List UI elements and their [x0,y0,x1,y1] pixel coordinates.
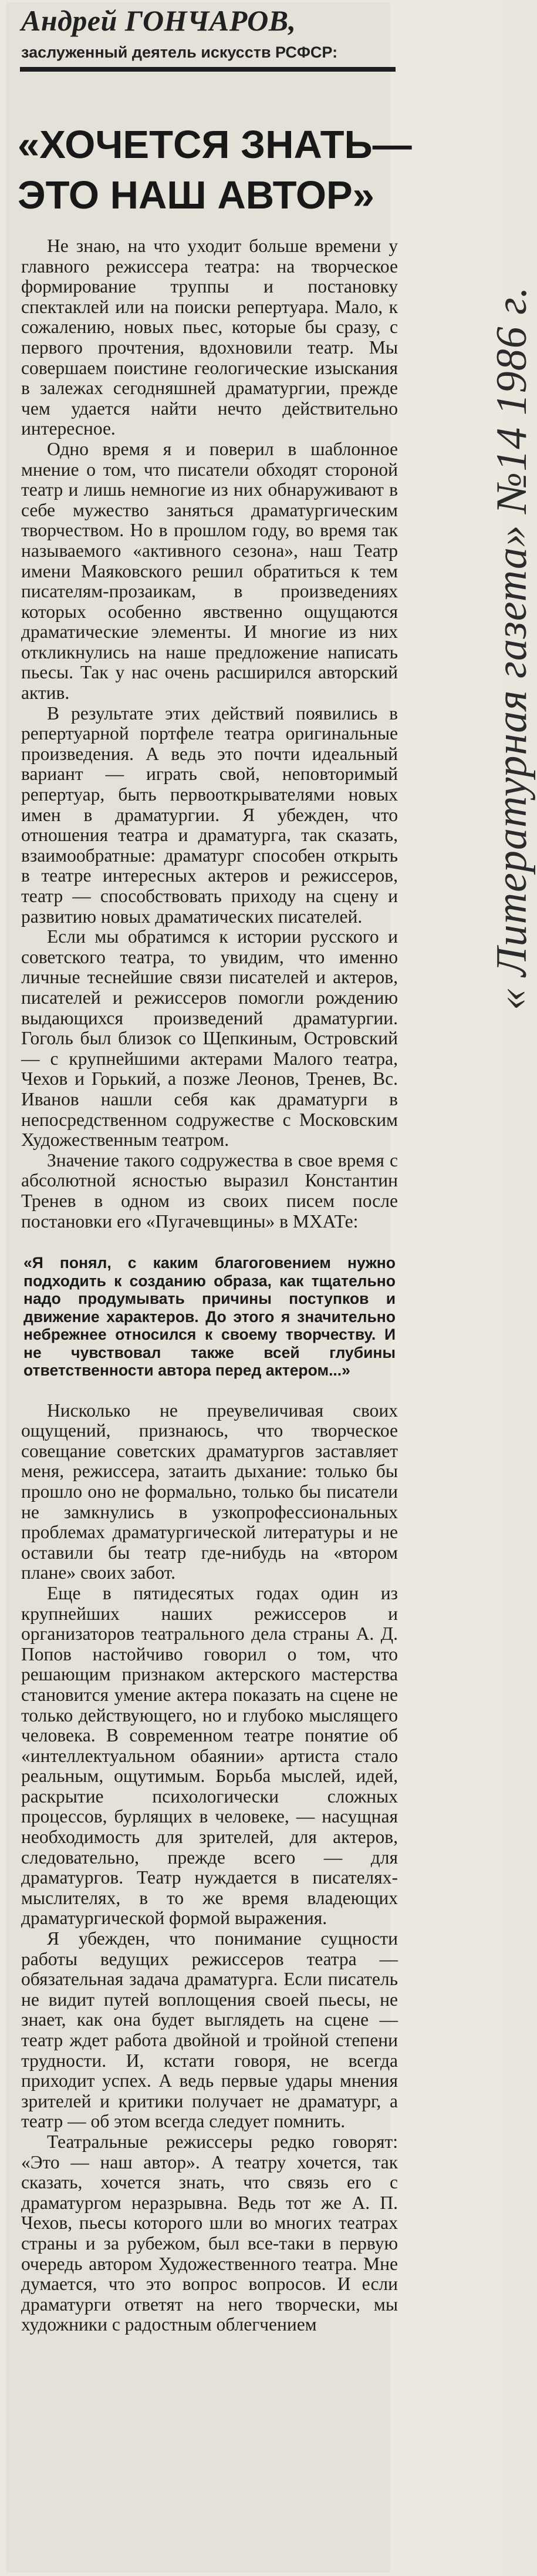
article-headline [18,120,412,221]
paragraph: Еще в пятидесятых годах один из крупнейших наших режиссеров и организаторов театрального дела страны А. Д. Попов настойчиво говорил о том, что решающим признаком актерского мастерства становится умение актера показать на сцене не только действующего, но и глубоко мыслящего человека. В современном театре понятие об «интеллектуальном обаянии» артиста стало реальным, ощутимым. Борьба мыслей, идей, раскрытие психологически сложных процессов, бурлящих в человеке, — насущная необходимость для зрителей, для актеров, следовательно, прежде всего — для драматургов. Театр нуждается в писателях-мыслителях, в то же время владеющих драматургической формой выражения. [21,1582,398,1929]
handwritten-source-note [399,200,536,1022]
headline-line-2: ЭТО НАШ АВТОР» [18,173,374,217]
paragraph: Нисколько не преувеличивая своих ощущений, признаюсь, что творческое совещание советских драматургов заставляет меня, режиссера, затаить дыхание: только бы прошло оно не формально, только бы писатели не замкнулись в узкопрофессиональных проблемах драматургической литературы и не оставили бы театр где-нибудь на «втором плане» своих забот. [21,1400,398,1583]
headline-line-1: «ХОЧЕТСЯ ЗНАТЬ— [18,123,412,167]
paragraph: Я убежден, что понимание сущности работы ведущих режиссеров театра — обязательная задача драматурга. Если писатель не видит путей воплощения своей пьесы, не знает, как она будет выглядеть на сцене — театр ждет работа двойной и тройной степени трудности. И, кстати говоря, не всегда приходит успех. А ведь первые удары мнения зрителей и критики получает не драматург, а театр — об этом всегда следует помнить. [21,1928,398,2132]
paragraph: В результате этих действий появились в репертуарной портфеле театра оригинальные произведения. А ведь это почти идеальный вариант — играть свой, неповторимый репертуар, быть первооткрывателями новых имен в драматургии. Я убежден, что отношения театра и драматурга, так сказать, взаимообратные: драматург способен открыть в театре интересных актеров и режиссеров, театр — способствовать приходу на сцену и развитию новых драматических писателей. [21,702,398,927]
newspaper-clipping [6,2,412,2572]
paragraph: Значение такого содружества в свое время с абсолютной ясностью выразил Константин Тренев в одном из своих писем после постановки его «Пугачевщины» в МХАТе: [21,1149,398,1232]
trenev-quote: «Я понял, с каким благоговением нужно подходить к созданию образа, как тщательно надо продумывать причины поступков и движение характеров. До этого я значительно небрежнее относился к своему творчеству. И не чувствовал также всей глубины ответственности автора перед актером...» [23,1254,396,1380]
paragraph: Театральные режиссеры редко говорят: «Это — наш автор». А театру хочется, так сказать, хочется знать, что связь его с драматургом неразрывна. Ведь тот же А. П. Чехов, пьесы которого шли во многих театрах страны и за рубежом, был все-таки в первую очередь автором Художественного театра. Мне думается, что это вопрос вопросов. И если драматурги ответят на него творчески, мы художники с радостным облегчением [21,2131,398,2335]
author-title: заслуженный деятель искусств РСФСР: [21,43,338,61]
paragraph: Не знаю, на что уходит больше времени у главного режиссера театра: на творческое формирование труппы и постановку спектаклей или на поиски репертуара. Мало, к сожалению, новых пьес, которые бы сразу, с первого прочтения, вдохновили театр. Мы совершаем поистине геологические изыскания в залежах сегодняшней драматургии, прежде чем удается найти нечто действительно интересное. [21,236,398,439]
paragraph: Если мы обратимся к истории русского и советского театра, то увидим, что именно личные теснейшие связи писателей и актеров, писателей и режиссеров помогли рождению выдающихся произведений драматургии. Гоголь был близок со Щепкиным, Островский — с крупнейшими актерами Малого театра, Чехов и Горький, а позже Леонов, Тренев, Вс. Иванов нашли себя как драматурги в непосредственном содружестве с Московским Художественным театром. [21,926,398,1151]
article-body [21,236,398,2335]
author-name: Андрей ГОНЧАРОВ, [21,4,296,37]
divider-rule [20,67,396,72]
paragraph: Одно время я и поверил в шаблонное мнение о том, что писатели обходят стороной театр и лишь немногие из них обнаруживают в себе мужество заняться драматургическим творчеством. Но в прошлом году, во время так называемого «активного сезона», наш Театр имени Маяковского решил обратиться к тем писателям-прозаикам, в произведениях которых особенно явственно ощущаются драматические элементы. И многие из них откликнулись на наше предложение написать пьесы. Так у нас очень расширился авторский актив. [21,438,398,704]
handwritten-note-text: « Литературная газета» №14 1986 г. [488,286,536,1010]
